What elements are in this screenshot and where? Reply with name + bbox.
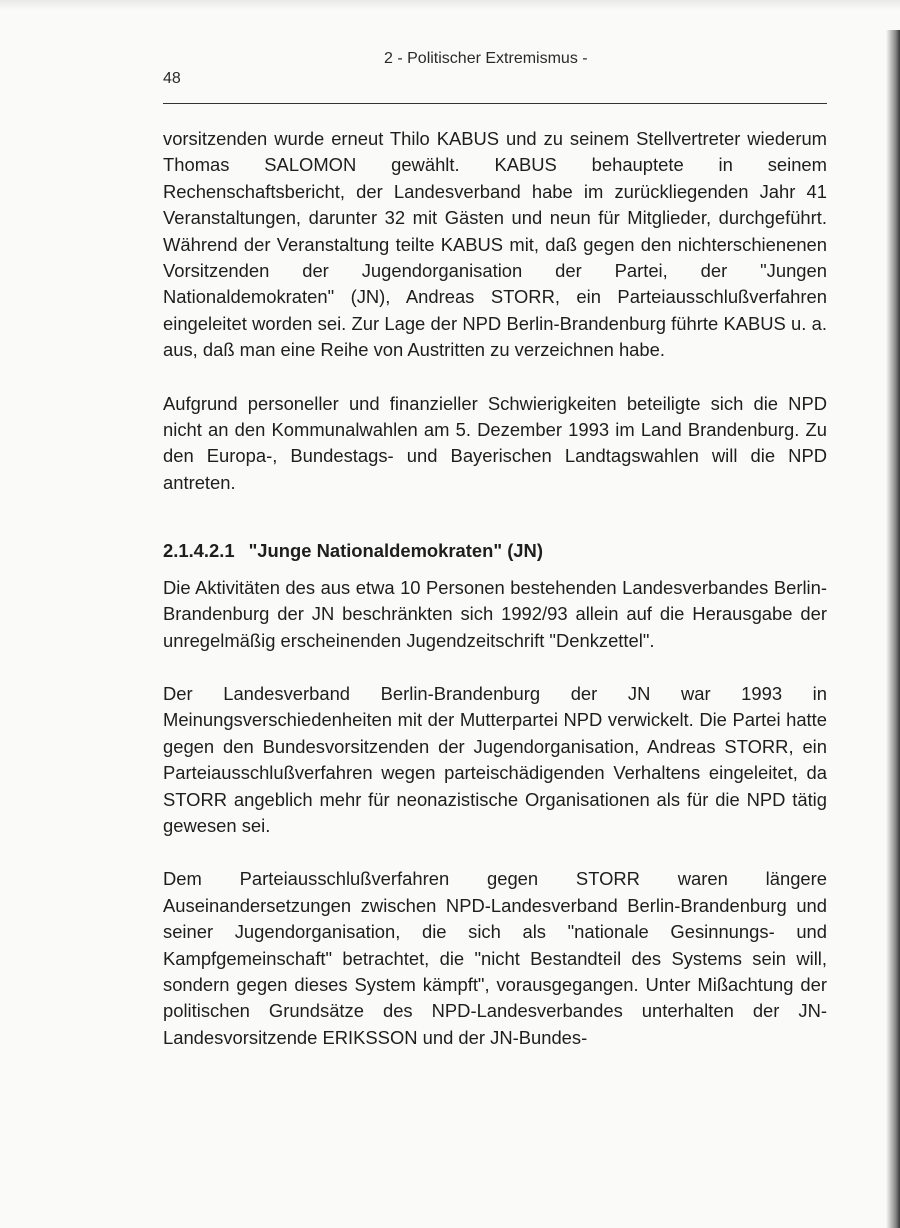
section-heading — [163, 538, 827, 564]
scan-edge-right — [886, 30, 900, 1228]
body-text — [163, 126, 827, 1051]
paragraph: Aufgrund personeller und finanzieller Schwierigkeiten beteiligte sich die NPD nicht an den Kommunalwahlen am 5. Dezember 1993 im Land Brandenburg. Zu den Europa-, Bundestags- und Bayerischen Landtagswahlen will die NPD antreten. — [163, 392, 827, 493]
section-title: "Junge Nationaldemokraten" (JN) — [248, 540, 543, 562]
scan-edge-top — [0, 0, 900, 10]
header-rule — [163, 103, 827, 104]
paragraph: vorsitzenden wurde erneut Thilo KABUS und zu seinem Stellvertreter wiederum Thomas SALOMON gewählt. KABUS behauptete in seinem Rechenschaftsbericht, der Landesverband habe im zurückliegenden Jahr 41 Veranstaltungen, darunter 32 mit Gästen und neun für Mitglieder, durchgeführt. Während der Veranstaltung teilte KABUS mit, daß gegen den nichterschienenen Vorsitzenden der Jugendorganisation der Partei, der "Jungen Nationaldemokraten" (JN), Andreas STORR, ein Parteiausschlußverfahren eingeleitet worden sei. Zur Lage der NPD Berlin-Brandenburg führte KABUS u. a. aus, daß man eine Reihe von Austritten zu verzeichnen habe. — [163, 128, 827, 361]
page-number: 48 — [163, 70, 181, 87]
running-head: 2 - Politischer Extremismus - — [384, 50, 588, 67]
section-number: 2.1.4.2.1 — [163, 540, 235, 562]
paragraph: Die Aktivitäten des aus etwa 10 Personen bestehenden Landesverbandes Berlin-Brandenburg der JN beschränkten sich 1992/93 allein auf die Herausgabe der unregelmäßig erscheinenden Jugendzeitschrift "Denkzettel". — [163, 576, 827, 651]
paragraph: Der Landesverband Berlin-Brandenburg der JN war 1993 in Meinungsverschiedenheiten mit der Mutterpartei NPD verwickelt. Die Partei hatte gegen den Bundesvorsitzenden der Jugendorganisation, Andreas STORR, ein Parteiausschlußverfahren wegen parteischädigenden Verhaltens eingeleitet, da STORR angeblich mehr für neonazistische Organisationen als für die NPD tätig gewesen sei. — [163, 682, 827, 836]
paragraph: Dem Parteiausschlußverfahren gegen STORR waren längere Auseinandersetzungen zwischen NPD-Landesverband Berlin-Brandenburg und seiner Jugendorganisation, die sich als "nationale Gesinnungs- und Kampfgemeinschaft" betrachtet, die "nicht Bestandteil des Systems sein will, sondern gegen dieses System kämpft", vorausgegangen. Unter Mißachtung der politischen Grundsätze des NPD-Landesverbandes unterhalten der JN-Landesvorsitzende ERIKSSON und der JN-Bundes- — [163, 868, 827, 1048]
